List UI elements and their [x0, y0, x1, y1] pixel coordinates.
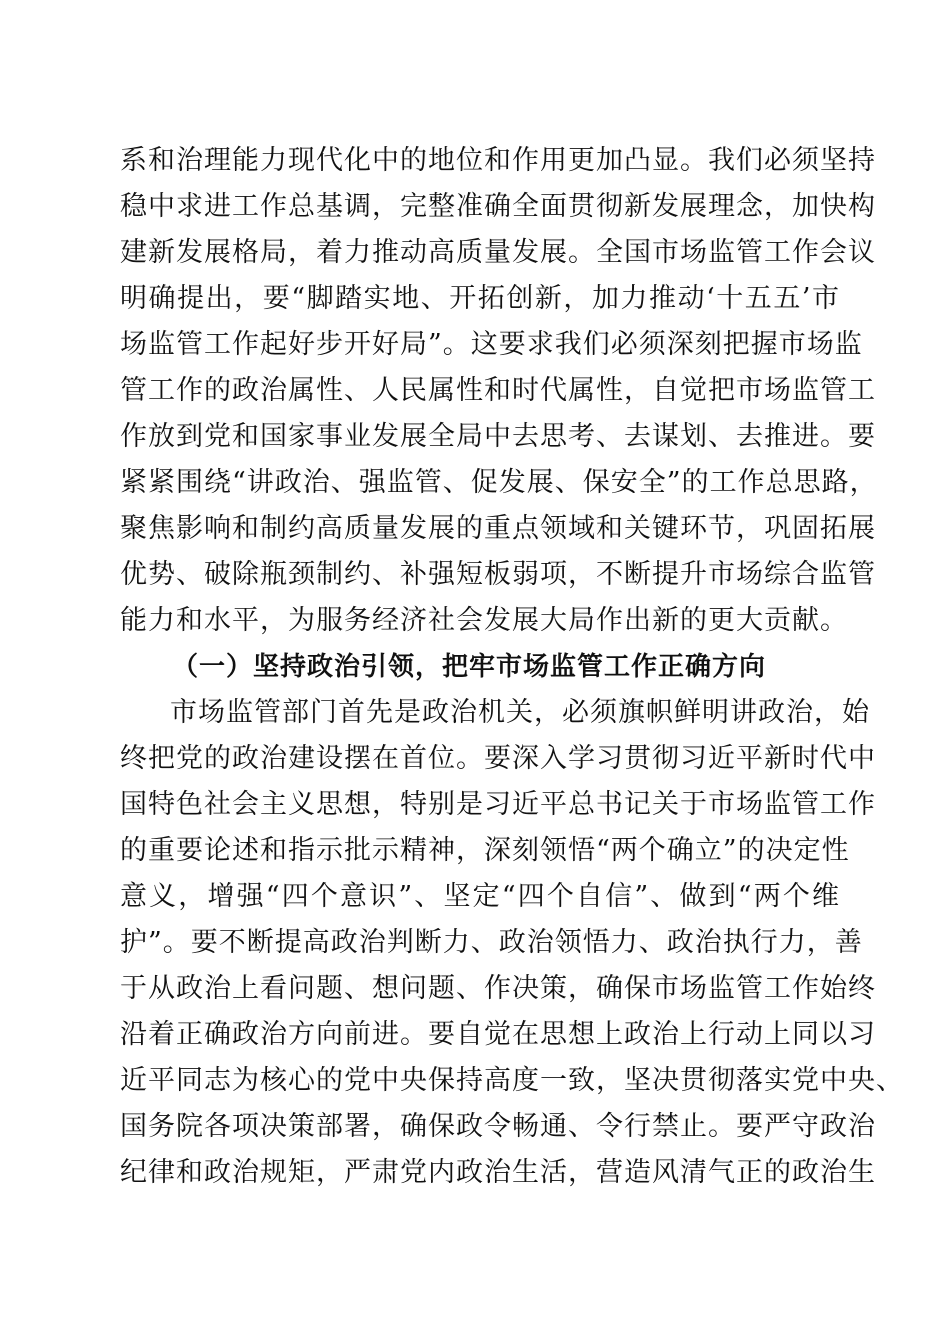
paragraph-1-line-7: 作放到党和国家事业发展全局中去思考、去谋划、去推进。要	[120, 421, 876, 452]
paragraph-2-line-9: 近平同志为核心的党中央保持高度一致，坚决贯彻落实党中央、	[120, 1065, 904, 1096]
section-heading: （一）坚持政治引领，把牢市场监管工作正确方向	[172, 652, 767, 682]
paragraph-1-line-6: 管工作的政治属性、人民属性和时代属性，自觉把市场监管工	[120, 375, 876, 406]
paragraph-1-line-9: 聚焦影响和制约高质量发展的重点领域和关键环节，巩固拓展	[120, 513, 876, 544]
paragraph-1-line-11: 能力和水平，为服务经济社会发展大局作出新的更大贡献。	[120, 605, 848, 636]
paragraph-1-line-8: 紧紧围绕“讲政治、强监管、促发展、保安全”的工作总思路，	[120, 467, 878, 498]
paragraph-2-line-2: 终把党的政治建设摆在首位。要深入学习贯彻习近平新时代中	[120, 743, 876, 774]
paragraph-1-line-10: 优势、破除瓶颈制约、补强短板弱项，不断提升市场综合监管	[120, 559, 876, 590]
paragraph-2-line-11: 纪律和政治规矩，严肃党内政治生活，营造风清气正的政治生	[120, 1157, 876, 1188]
paragraph-2-line-3: 国特色社会主义思想，特别是习近平总书记关于市场监管工作	[120, 789, 876, 820]
paragraph-1-line-1: 系和治理能力现代化中的地位和作用更加凸显。我们必须坚持	[120, 145, 876, 176]
paragraph-2-line-10: 国务院各项决策部署，确保政令畅通、令行禁止。要严守政治	[120, 1111, 876, 1142]
paragraph-1-line-2: 稳中求进工作总基调，完整准确全面贯彻新发展理念，加快构	[120, 191, 876, 222]
paragraph-1-line-4: 明确提出，要“脚踏实地、开拓创新，加力推动‘十五五’市	[120, 283, 840, 314]
paragraph-2-line-7: 于从政治上看问题、想问题、作决策，确保市场监管工作始终	[120, 973, 876, 1004]
paragraph-2-line-4: 的重要论述和指示批示精神，深刻领悟“两个确立”的决定性	[120, 835, 850, 866]
paragraph-2-line-8: 沿着正确政治方向前进。要自觉在思想上政治上行动上同以习	[120, 1019, 876, 1050]
paragraph-2-line-5: 意义，增强“四个意识”、坚定“四个自信”、做到“两个维	[120, 881, 840, 912]
paragraph-1-line-5: 场监管工作起好步开好局”。这要求我们必须深刻把握市场监	[120, 329, 863, 360]
paragraph-2-line-1: 市场监管部门首先是政治机关，必须旗帜鲜明讲政治，始	[170, 697, 870, 728]
paragraph-2-line-6: 护”。要不断提高政治判断力、政治领悟力、政治执行力，善	[120, 927, 863, 958]
paragraph-1-line-3: 建新发展格局，着力推动高质量发展。全国市场监管工作会议	[120, 237, 876, 268]
